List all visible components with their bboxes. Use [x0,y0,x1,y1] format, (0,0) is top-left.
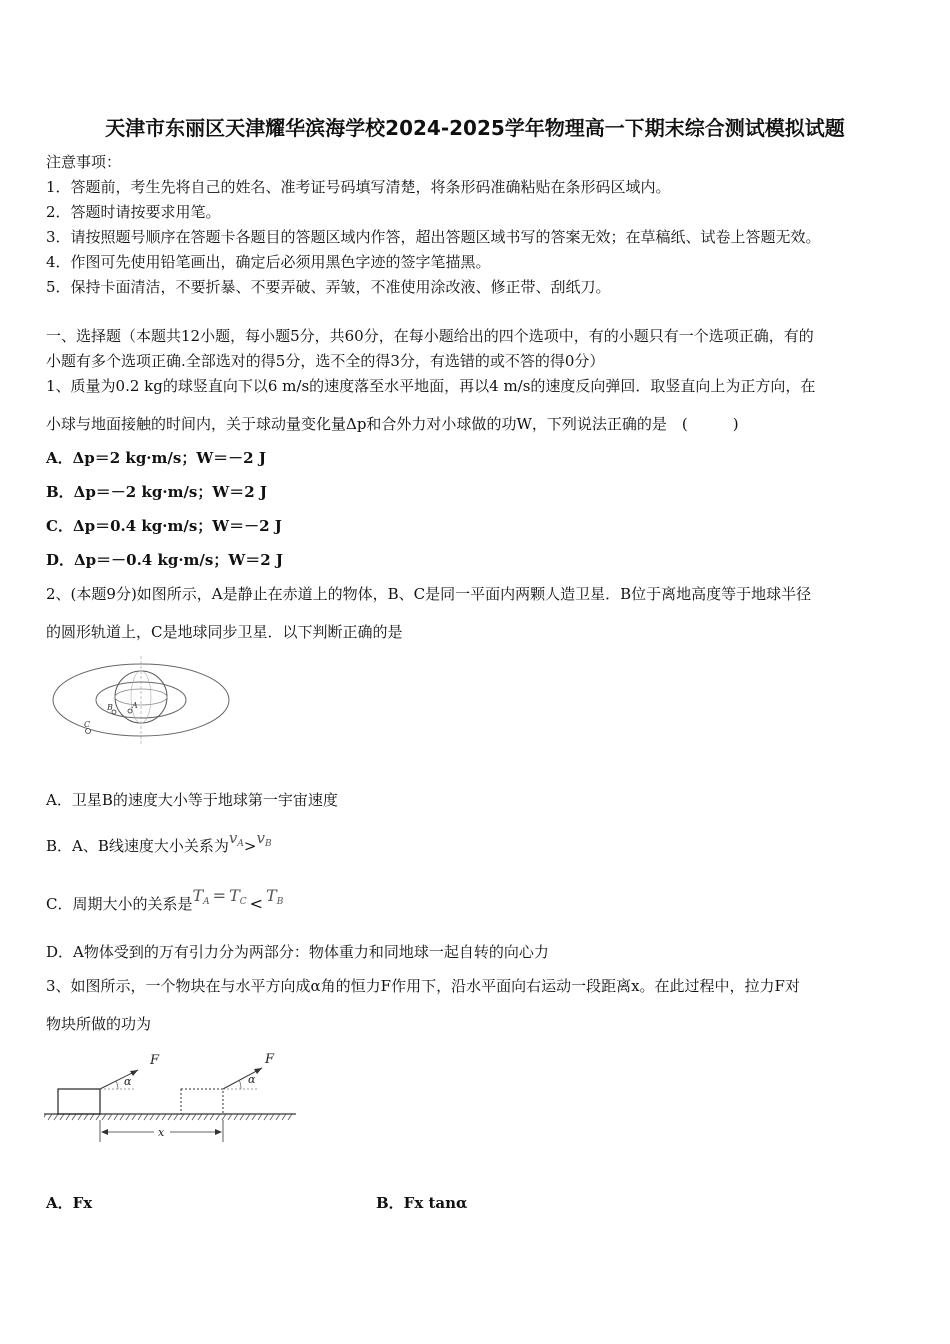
label-alpha-1: α [124,1075,132,1088]
q1-option-d: D．Δp＝－0.4 kg·m/s；W＝2 J [46,551,283,569]
label-a: A [132,701,138,710]
notice-item-3: 3．请按照题号顺序在答题卡各题目的答题区域内作答，超出答题区域书写的答案无效；在草稿纸、试卷上答题无效。 [46,228,821,246]
q2-option-c-text: C．周期大小的关系是 [46,895,193,913]
q3-stem-line2: 物块所做的功为 [46,1015,152,1033]
relation: < [249,894,264,913]
notice-item-2: 2．答题时请按要求用笔。 [46,203,221,221]
subscript: C [239,897,247,907]
q2-option-b [46,829,272,862]
q2-option-c [46,886,284,920]
label-b: B [107,703,113,712]
q1-option-a: A．Δp＝2 kg·m/s；W＝－2 J [46,449,266,467]
symbol-v: v [256,829,265,847]
q2-option-c-math [192,886,284,913]
q1-stem-line2: 小球与地面接触的时间内，关于球动量变化量Δp和合外力对小球做的功W，下列说法正确的是 ( ) [46,415,739,433]
label-f-2: F [265,1052,275,1067]
subscript: B [276,897,284,907]
q1-option-b: B．Δp＝－2 kg·m/s；W＝2 J [46,483,267,501]
q1-stem-line1: 1、质量为0.2 kg的球竖直向下以6 m/s的速度落至水平地面，再以4 m/s的速度反向弹回．取竖直向上为正方向，在 [46,377,816,395]
q2-option-b-text: B．A、B线速度大小关系为 [46,837,229,855]
q2-option-d: D．A物体受到的万有引力分为两部分：物体重力和同地球一起自转的向心力 [46,943,549,961]
notice-item-1: 1．答题前，考生先将自己的姓名、准考证号码填写清楚，将条形码准确粘贴在条形码区域内。 [46,178,671,196]
q3-option-b: B．Fx tanα [376,1194,468,1212]
notice-item-5: 5．保持卡面清洁，不要折暴、不要弄破、弄皱，不准使用涂改液、修正带、刮纸刀。 [46,278,611,296]
subscript: B [264,839,272,849]
relation: = [212,886,227,905]
q2-stem-line1: 2、(本题9分)如图所示，A是静止在赤道上的物体，B、C是同一平面内两颗人造卫星．B位于离地高度等于地球半径 [46,585,812,603]
notice-heading: 注意事项： [46,153,122,171]
symbol-t: T [266,886,277,905]
subscript: A [203,897,210,907]
q3-stem-line1: 3、如图所示，一个物块在与水平方向成α角的恒力F作用下，沿水平面向右运动一段距离x。在此过程中，拉力F对 [46,977,800,995]
page-title: 天津市东丽区天津耀华滨海学校2024-2025学年物理高一下期末综合测试模拟试题 [105,116,845,140]
subscript: A [237,839,244,849]
symbol-t: T [229,886,240,905]
orbit-diagram [46,652,236,747]
q3-option-a: A．Fx [46,1194,93,1212]
q1-option-c: C．Δp＝0.4 kg·m/s；W＝－2 J [46,517,282,535]
section-heading-line2: 小题有多个选项正确.全部选对的得5分，选不全的得3分，有选错的或不答的得0分） [46,352,605,370]
symbol-t: T [192,886,204,905]
symbol-v: v [228,829,238,847]
q2-stem-line2: 的圆形轨道上，C是地球同步卫星．以下判断正确的是 [46,623,403,641]
label-f-1: F [150,1053,160,1068]
q2-option-b-math [228,829,272,855]
label-c: C [84,720,91,729]
q2-option-a: A．卫星B的速度大小等于地球第一宇宙速度 [46,791,338,809]
notice-item-4: 4．作图可先使用铅笔画出，确定后必须用黑色字迹的签字笔描黑。 [46,253,491,271]
label-alpha-2: α [248,1073,256,1086]
section-heading-line1: 一、选择题（本题共12小题，每小题5分，共60分，在每小题给出的四个选项中，有的小题只有一个选项正确，有的 [46,327,814,345]
relation: > [243,837,257,855]
force-diagram [44,1050,300,1146]
label-x: x [158,1126,165,1139]
